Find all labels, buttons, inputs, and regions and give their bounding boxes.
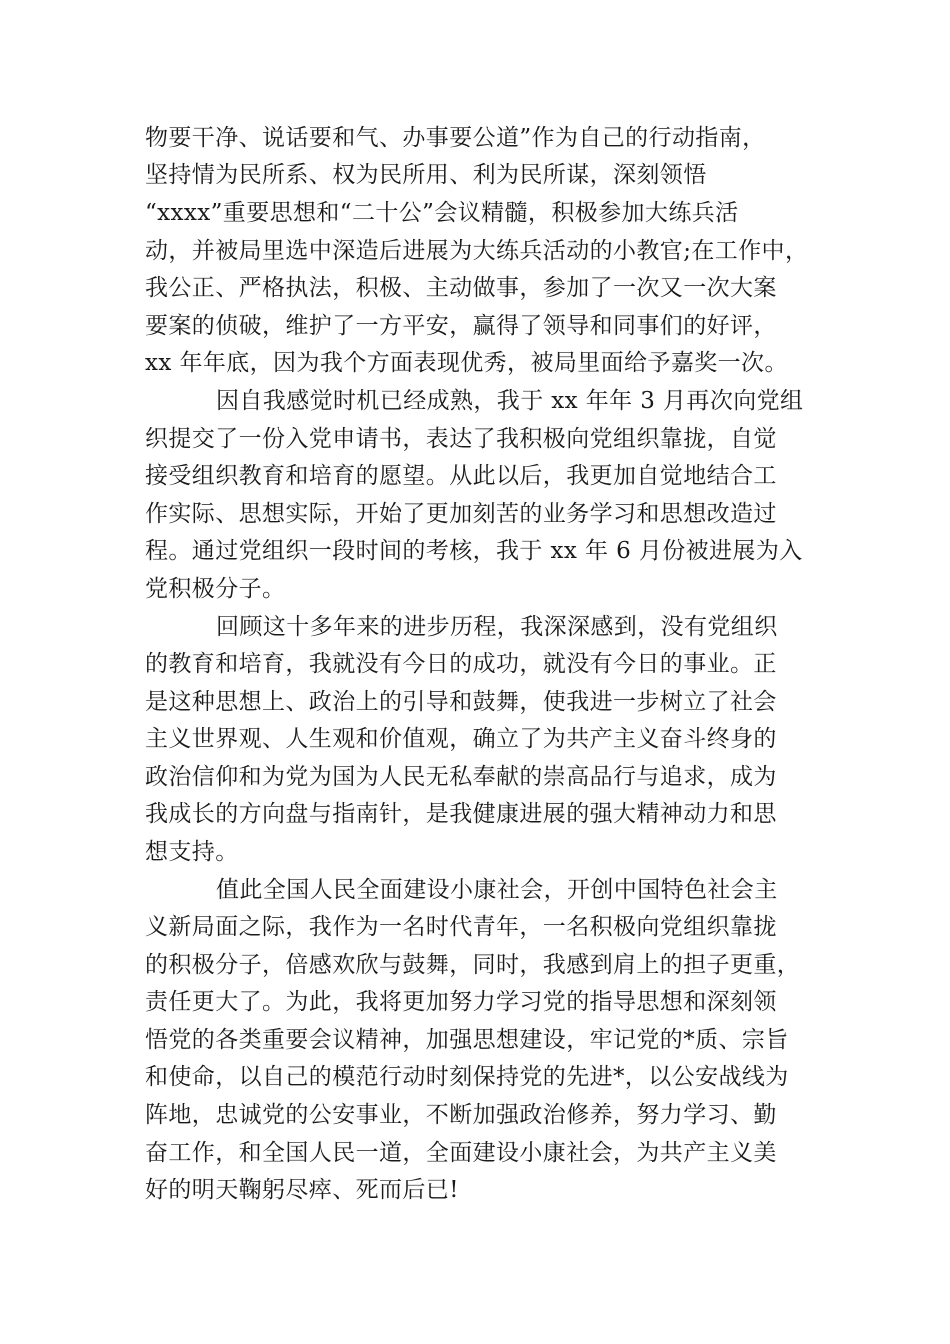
paragraph-1-line-7: xx 年年底，因为我个方面表现优秀，被局里面给予嘉奖一次。 [145,350,788,376]
paragraph-1-line-4: 动，并被局里选中深造后进展为大练兵活动的小教官;在工作中， [145,238,809,264]
paragraph-4-line-5: 悟党的各类重要会议精神，加强思想建设，牢记党的*质、宗旨 [145,1027,789,1053]
paragraph-1-line-6: 要案的侦破，维护了一方平安，赢得了领导和同事们的好评， [145,313,777,339]
paragraph-4-line-3: 的积极分子，倍感欢欣与鼓舞，同时，我感到肩上的担子更重， [145,952,801,978]
paragraph-3-line-3: 是这种思想上、政治上的引导和鼓舞，使我进一步树立了社会 [145,689,777,715]
paragraph-3-line-1: 回顾这十多年来的进步历程，我深深感到，没有党组织 [216,614,778,640]
paragraph-4-line-1: 值此全国人民全面建设小康社会，开创中国特色社会主 [216,877,778,903]
paragraph-2-line-6: 党积极分子。 [145,576,286,602]
paragraph-1-line-2: 坚持情为民所系、权为民所用、利为民所谋，深刻领悟 [145,162,707,188]
paragraph-2-line-3: 接受组织教育和培育的愿望。从此以后，我更加自觉地结合工 [145,463,777,489]
paragraph-1-line-5: 我公正、严格执法，积极、主动做事，参加了一次又一次大案 [145,275,777,301]
paragraph-3-line-7: 想支持。 [145,839,239,865]
paragraph-2-line-2: 织提交了一份入党申请书，表达了我积极向党组织靠拢，自觉 [145,426,777,452]
paragraph-2-line-4: 作实际、思想实际，开始了更加刻苦的业务学习和思想改造过 [145,501,777,527]
paragraph-3-line-6: 我成长的方向盘与指南针，是我健康进展的强大精神动力和思 [145,801,777,827]
paragraph-4-line-6: 和使命，以自己的模范行动时刻保持党的先进*，以公安战线为 [145,1064,789,1090]
paragraph-1-line-3: “xxxx”重要思想和“二十公”会议精髓，积极参加大练兵活 [145,200,739,226]
paragraph-2-line-1: 因自我感觉时机已经成熟，我于 xx 年年 3 月再次向党组 [216,388,804,414]
paragraph-4-line-9: 好的明天鞠躬尽瘁、死而后已! [145,1177,459,1203]
paragraph-4-line-8: 奋工作，和全国人民一道，全面建设小康社会，为共产主义美 [145,1140,777,1166]
paragraph-3-line-4: 主义世界观、人生观和价值观，确立了为共产主义奋斗终身的 [145,726,777,752]
paragraph-2-line-5: 程。通过党组织一段时间的考核，我于 xx 年 6 月份被进展为入 [145,538,803,564]
paragraph-3-line-5: 政治信仰和为党为国为人民无私奉献的崇高品行与追求，成为 [145,764,777,790]
paragraph-4-line-4: 责任更大了。为此，我将更加努力学习党的指导思想和深刻领 [145,989,777,1015]
paragraph-1-line-1: 物要干净、说话要和气、办事要公道”作为自己的行动指南， [145,125,766,151]
paragraph-4-line-7: 阵地，忠诚党的公安事业，不断加强政治修养，努力学习、勤 [145,1102,777,1128]
paragraph-4-line-2: 义新局面之际，我作为一名时代青年，一名积极向党组织靠拢 [145,914,777,940]
paragraph-3-line-2: 的教育和培育，我就没有今日的成功，就没有今日的事业。正 [145,651,777,677]
